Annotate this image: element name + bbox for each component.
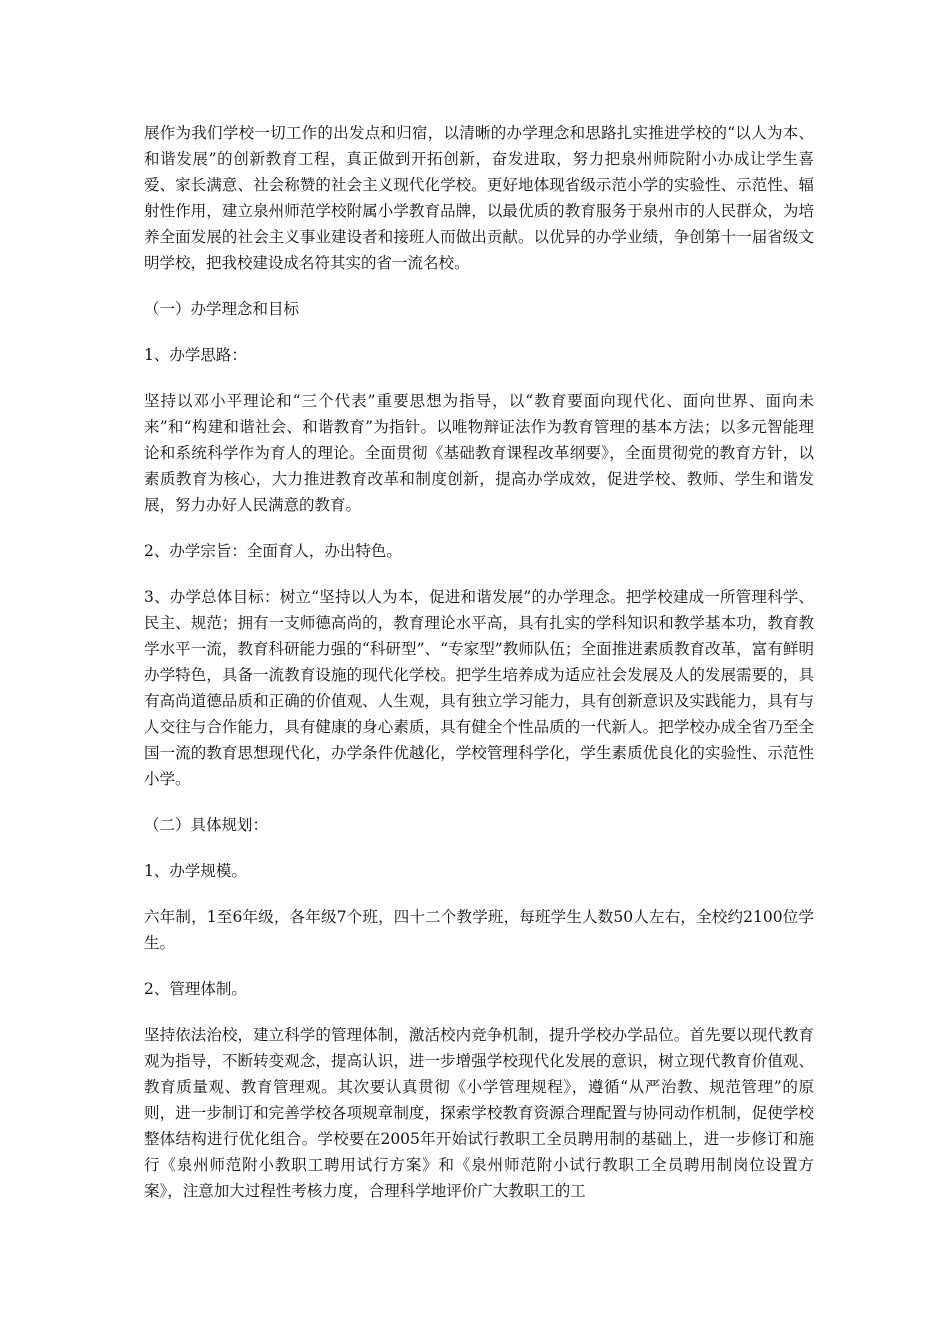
paragraph-school-purpose: 2、办学宗旨：全面育人，办出特色。 [144, 542, 402, 560]
subheading-school-approach: 1、办学思路： [144, 346, 247, 364]
section-heading-philosophy: （一）办学理念和目标 [144, 300, 300, 318]
document-body [144, 120, 814, 1224]
paragraph-management-system: 坚持依法治校，建立科学的管理体制，激活校内竞争机制，提升学校办学品位。首先要以现代教育观为指导，不断转变观念，提高认识，进一步增强学校现代化发展的意识，树立现代教育价值观、教育质量观、教育管理观。其次要认真贯彻《小学管理规程》，遵循“从严治教、规范管理”的原则，进一步制订和完善学校各项规章制度，探索学校教育资源合理配置与协同动作机制，促使学校整体结构进行优化组合。学校要在2005年开始试行教职工全员聘用制的基础上，进一步修订和施行《泉州师范附小教职工聘用试行方案》和《泉州师范附小试行教职工全员聘用制岗位设置方案》，注意加大过程性考核力度，合理科学地评价广大教职工的工 [144, 1026, 814, 1200]
paragraph-school-scale: 六年制，1至6年级，各年级7个班，四十二个教学班，每班学生人数50人左右，全校约2100位学生。 [144, 908, 814, 952]
section-heading-plan: （二）具体规划： [144, 816, 269, 834]
subheading-management-system: 2、管理体制。 [144, 980, 247, 998]
paragraph-school-approach: 坚持以邓小平理论和“三个代表”重要思想为指导，以“教育要面向现代化、面向世界、面向未来”和“构建和谐社会、和谐教育”为指针。以唯物辩证法作为教育管理的基本方法；以多元智能理论和系统科学作为育人的理论。全面贯彻《基础教育课程改革纲要》，全面贯彻党的教育方针，以素质教育为核心，大力推进教育改革和制度创新，提高办学成效，促进学校、教师、学生和谐发展，努力办好人民满意的教育。 [144, 392, 814, 514]
paragraph-intro: 展作为我们学校一切工作的出发点和归宿，以清晰的办学理念和思路扎实推进学校的“以人为本、和谐发展”的创新教育工程，真正做到开拓创新，奋发进取，努力把泉州师院附小办成让学生喜爱、家长满意、社会称赞的社会主义现代化学校。更好地体现省级示范小学的实验性、示范性、辐射性作用，建立泉州师范学校附属小学教育品牌，以最优质的教育服务于泉州市的人民群众，为培养全面发展的社会主义事业建设者和接班人而做出贡献。以优异的办学业绩，争创第十一届省级文明学校，把我校建设成名符其实的省一流名校。 [144, 124, 814, 272]
paragraph-overall-goal: 3、办学总体目标：树立“坚持以人为本，促进和谐发展”的办学理念。把学校建成一所管理科学、民主、规范；拥有一支师德高尚的，教育理论水平高，具有扎实的学科知识和教学基本功，教育教学水平一流，教育科研能力强的“科研型”、“专家型”教师队伍；全面推进素质教育改革，富有鲜明办学特色，具备一流教育设施的现代化学校。把学生培养成为适应社会发展及人的发展需要的，具有高尚道德品质和正确的价值观、人生观，具有独立学习能力，具有创新意识及实践能力，具有与人交往与合作能力，具有健康的身心素质，具有健全个性品质的一代新人。把学校办成全省乃至全国一流的教育思想现代化，办学条件优越化，学校管理科学化，学生素质优良化的实验性、示范性小学。 [144, 588, 814, 788]
subheading-school-scale: 1、办学规模。 [144, 862, 247, 880]
